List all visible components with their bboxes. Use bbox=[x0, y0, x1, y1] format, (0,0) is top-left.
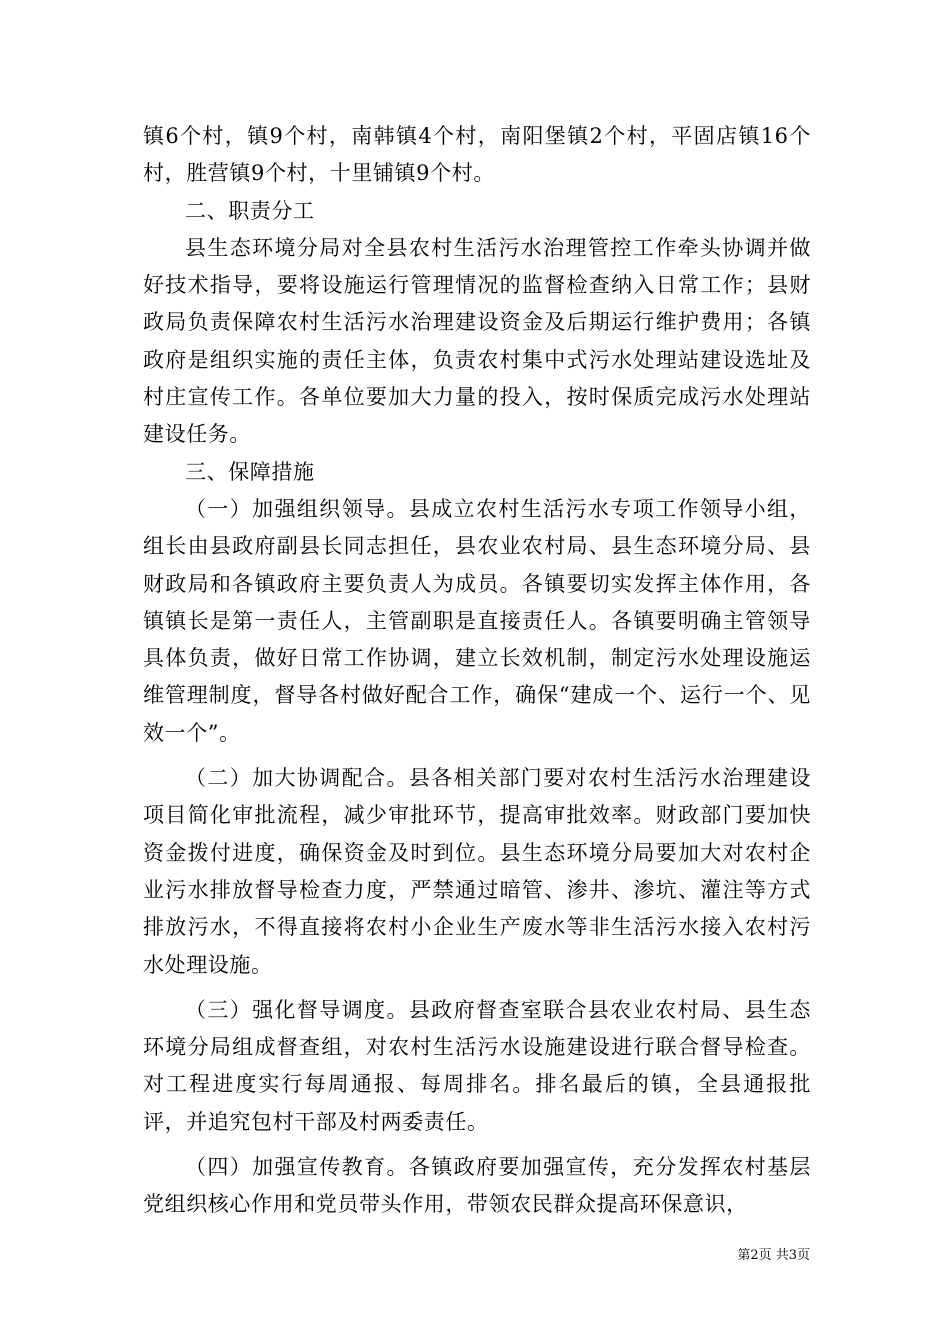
document-body bbox=[143, 118, 811, 1224]
paragraph-responsibilities: 县生态环境分局对全县农村生活污水治理管控工作牵头协调并做好技术指导，要将设施运行管理情况的监督检查纳入日常工作；县财政局负责保障农村生活污水治理建设资金及后期运行维护费用；各镇政府是组织实施的责任主体，负责农村集中式污水处理站建设选址及村庄宣传工作。各单位要加大力量的投入，按时保质完成污水处理站建设任务。 bbox=[143, 235, 811, 447]
paragraph-coordination: （二）加大协调配合。县各相关部门要对农村生活污水治理建设项目简化审批流程，减少审批环节，提高审批效率。财政部门要加快资金拨付进度，确保资金及时到位。县生态环境分局要加大对农村企业污水排放督导检查力度，严禁通过暗管、渗井、渗坑、灌注等方式排放污水，不得直接将农村小企业生产废水等非生活污水接入农村污水处理设施。 bbox=[143, 766, 811, 977]
paragraph-publicity-education: （四）加强宣传教育。各镇政府要加强宣传，充分发挥农村基层党组织核心作用和党员带头作用，带领农民群众提高环保意识， bbox=[143, 1155, 811, 1217]
paragraph-organization-leadership: （一）加强组织领导。县成立农村生活污水专项工作领导小组，组长由县政府副县长同志担任，县农业农村局、县生态环境分局、县财政局和各镇政府主要负责人为成员。各镇要切实发挥主体作用，各镇镇长是第一责任人，主管副职是直接责任人。各镇要明确主管领导具体负责，做好日常工作协调，建立长效机制，制定污水处理设施运维管理制度，督导各村做好配合工作，确保“建成一个、运行一个、见效一个”。 bbox=[143, 496, 811, 745]
paragraph-village-list: 镇6个村，镇9个村，南韩镇4个村，南阳堡镇2个村，平固店镇16个村，胜营镇9个村，十里铺镇9个村。 bbox=[143, 124, 811, 186]
section-heading-safeguards: 三、保障措施 bbox=[185, 459, 315, 484]
paragraph-supervision: （三）强化督导调度。县政府督查室联合县农业农村局、县生态环境分局组成督查组，对农村生活污水设施建设进行联合督导检查。对工程进度实行每周通报、每周排名。排名最后的镇，全县通报批评，并追究包村干部及村两委责任。 bbox=[143, 997, 811, 1134]
page-number: 第2页 共3页 bbox=[737, 1248, 810, 1263]
section-heading-responsibilities: 二、职责分工 bbox=[185, 198, 315, 223]
